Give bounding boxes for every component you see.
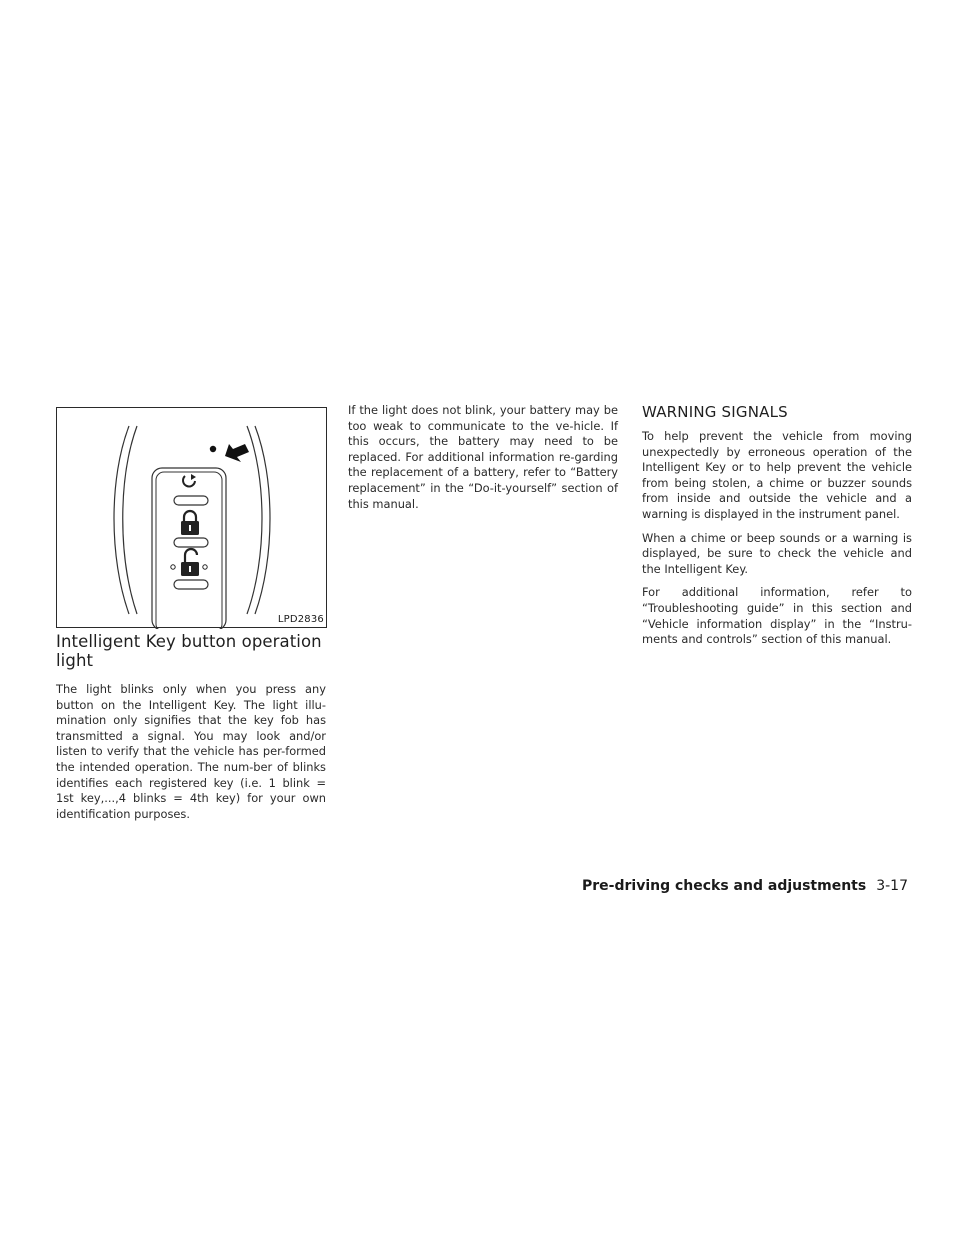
footer-section-title: Pre-driving checks and adjustments — [582, 878, 867, 894]
fob-left-outline-inner — [123, 426, 137, 614]
fob-right-outline-inner — [247, 426, 262, 614]
middle-column — [348, 403, 618, 520]
left-column — [56, 632, 326, 830]
warning-paragraph-2: When a chime or beep sounds or a warning is displayed, be sure to check the vehicle and the Intelligent Key. — [642, 530, 912, 576]
key-fob-figure — [56, 407, 327, 628]
warning-paragraph-3: For additional information, refer to “Troubleshooting guide” in this section and “Vehicle information display” in the “Instru-ments and controls” section of this manual. — [642, 585, 912, 647]
fob-left-outline-outer — [114, 426, 129, 614]
indicator-light-dot — [210, 446, 216, 452]
page-number: 3-17 — [876, 878, 908, 894]
unlock-icon — [171, 549, 207, 576]
battery-paragraph: If the light does not blink, your battery may be too weak to communicate to the ve-hicle. If this occurs, the battery may need to be replaced. For additional information re-garding the replacement of a battery, refer to “Battery replacement” in the “Do-it-yourself” section of this manual. — [348, 403, 618, 511]
remote-start-icon — [183, 474, 196, 486]
right-column — [642, 403, 912, 656]
pointer-arrow-icon — [225, 444, 249, 462]
warning-paragraph-1: To help prevent the vehicle from moving unexpectedly by erroneous operation of the Intelligent Key or to help prevent the vehicle from being stolen, a chime or buzzer sounds from inside and outside the vehicle and a warning is displayed in the instrument panel. — [642, 429, 912, 521]
button-separator-3 — [174, 580, 208, 589]
section-heading-warning-signals: WARNING SIGNALS — [642, 403, 788, 421]
button-separator-2 — [174, 538, 208, 547]
figure-code-label: LPD2836 — [277, 614, 324, 625]
page-footer — [582, 877, 908, 895]
button-separator-1 — [174, 496, 208, 505]
lock-icon — [181, 511, 199, 535]
intelligent-key-illustration — [57, 408, 328, 629]
section-heading-key-light: Intelligent Key button operation light — [56, 632, 322, 670]
key-light-paragraph: The light blinks only when you press any button on the Intelligent Key. The light illu-mination only signifies that the key fob has transmitted a signal. You may look and/or listen to verify that the vehicle has per-formed the intended operation. The num-ber of blinks identifies each registered key (i.e. 1 blink = 1st key,...,4 blinks = 4th key) for your own identification purposes. — [56, 682, 326, 821]
